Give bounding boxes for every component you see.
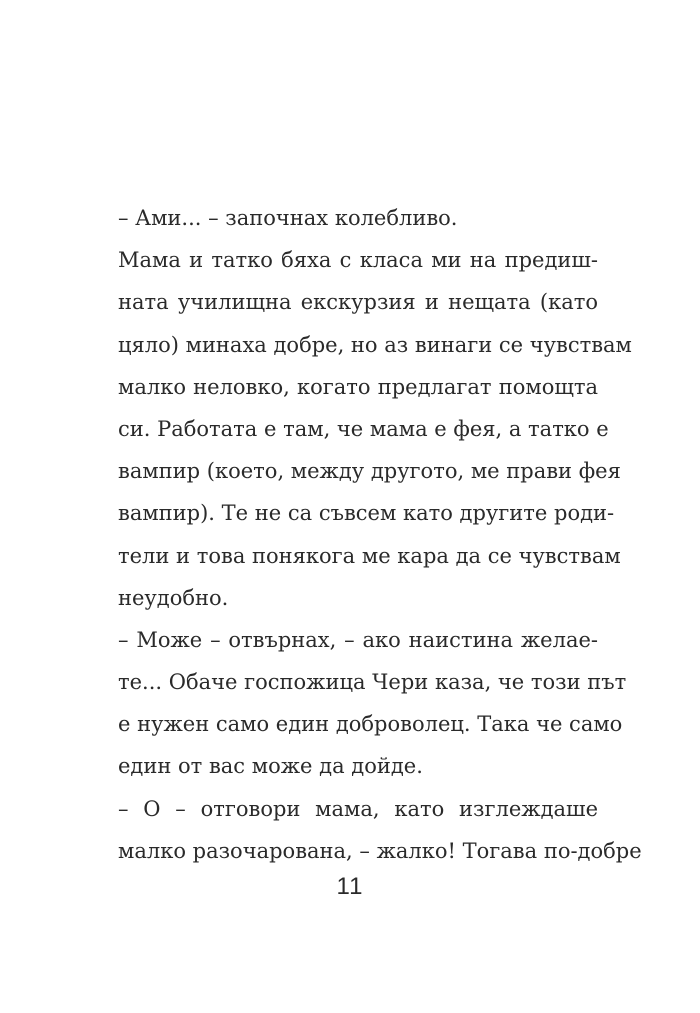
text-line: вампир (което, между другото, ме прави фея	[118, 459, 621, 484]
text-line: неудобно.	[118, 585, 229, 610]
page-number: 11	[336, 873, 364, 900]
text-line: вампир). Те не са съвсем като другите роди-	[118, 501, 615, 526]
page-text	[118, 197, 642, 872]
text-line: – О – отговори мама, като изглеждаше	[118, 796, 598, 821]
text-line: – Може – отвърнах, – ако наистина желае-	[118, 627, 598, 652]
text-line: те... Обаче госпожица Чери каза, че този път	[118, 670, 627, 695]
text-line: малко неловко, когато предлагат помощта	[118, 374, 598, 399]
text-line: е нужен само един доброволец. Така че само	[118, 712, 623, 737]
text-line: си. Работата е там, че мама е фея, а татко е	[118, 416, 609, 441]
text-line: ната училищна екскурзия и нещата (като	[118, 290, 598, 315]
text-line: един от вас може да дойде.	[118, 754, 423, 779]
text-line: малко разочарована, – жалко! Тогава по-добре	[118, 838, 642, 863]
text-line: – Ами... – започнах колебливо.	[118, 206, 458, 230]
text-line: тели и това понякога ме кара да се чувствам	[118, 543, 621, 568]
text-line: Мама и татко бяха с класа ми на предиш-	[118, 248, 598, 273]
text-line: цяло) минаха добре, но аз винаги се чувствам	[118, 332, 632, 357]
